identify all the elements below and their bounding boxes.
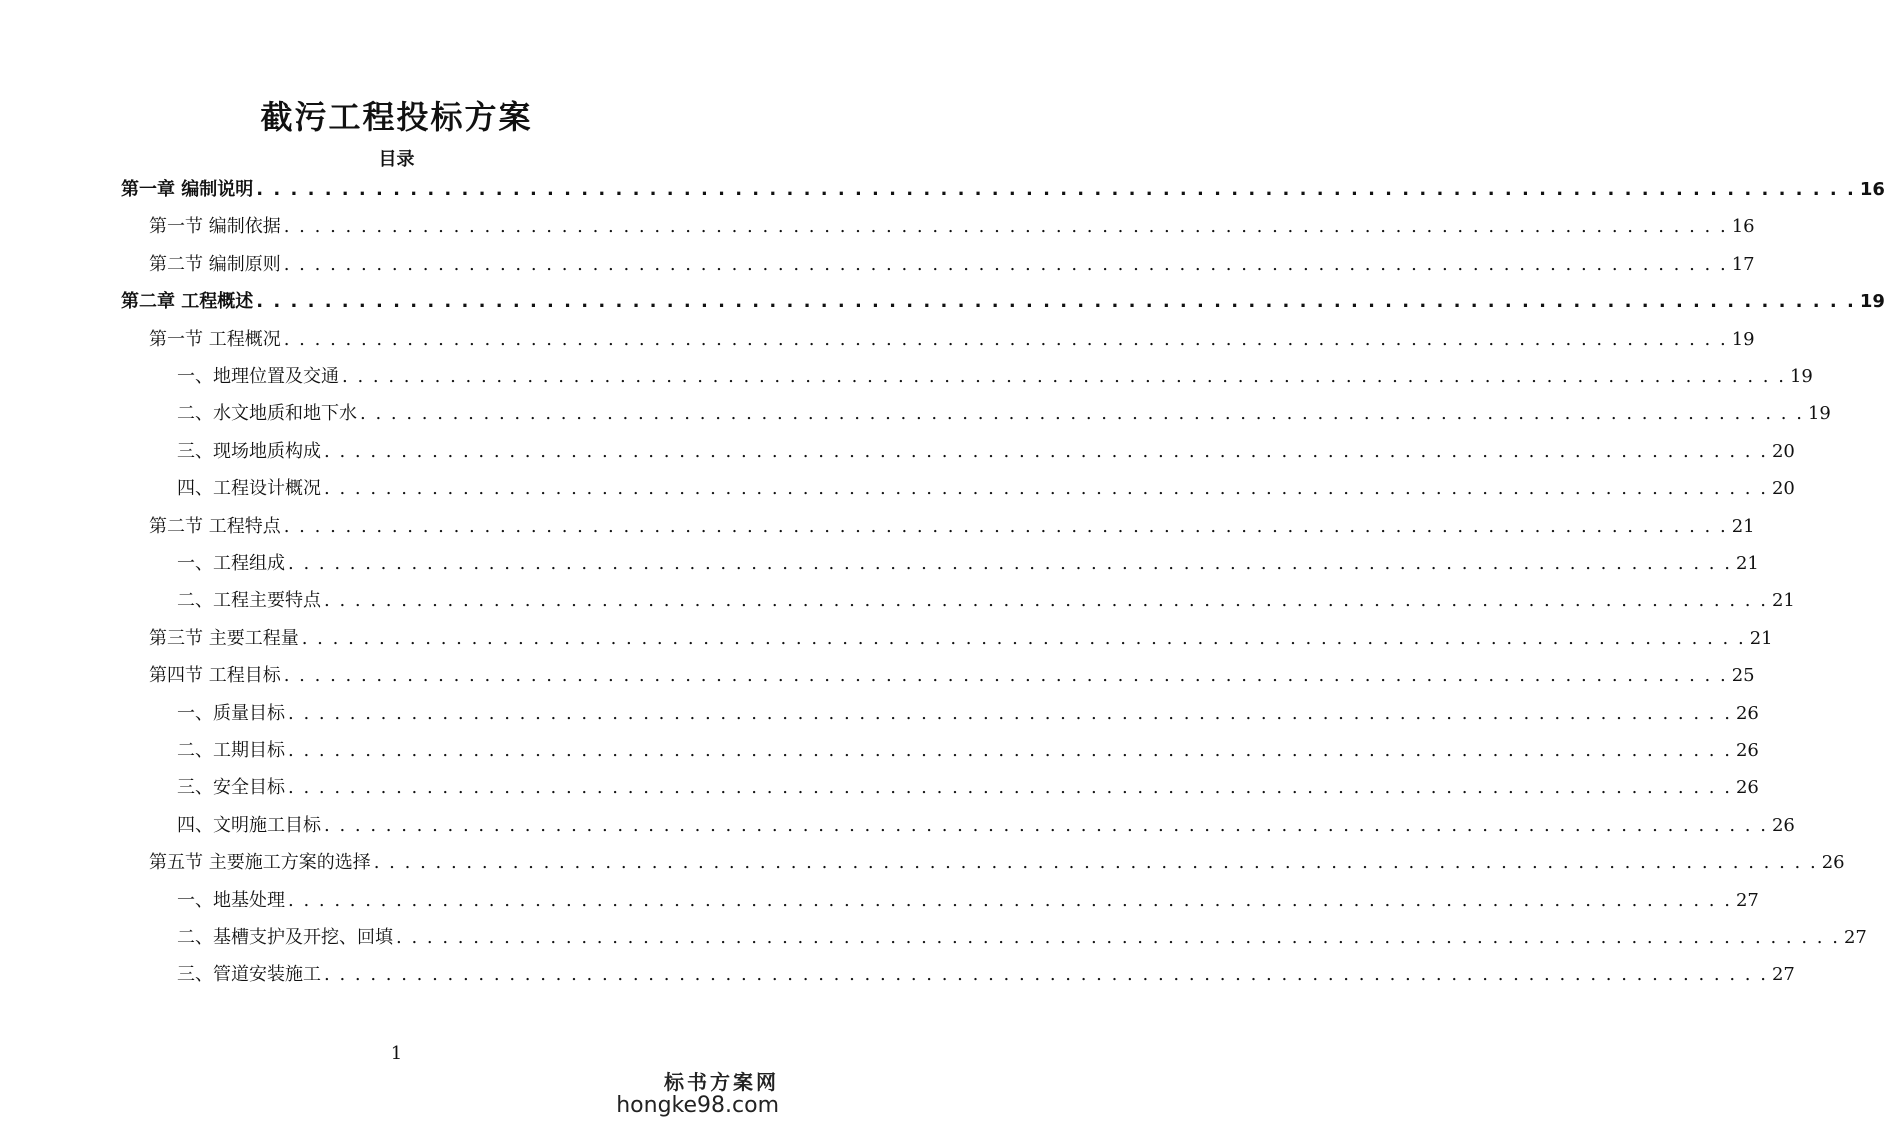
toc-entry[interactable] xyxy=(177,437,1795,467)
toc-entry-label: 第一章 编制说明 xyxy=(121,179,254,200)
toc-leader-dots: . . . . . . . . . . . . . . . . . . . . . . . . . . . . . . . . . . . . . . . . . . . . . . . . . . . . . . . . . . . . . . . . . . . . . . . . . . . . . . . . . . . . . . . . . . . . . . xyxy=(360,403,1804,425)
toc-leader-dots: . . . . . . . . . . . . . . . . . . . . . . . . . . . . . . . . . . . . . . . . . . . . . . . . . . . . . . . . . . . . . . . . . . . . . . . . . . . . . . . . . . . . . . . . . . . . . . xyxy=(256,179,1856,200)
toc-leader-dots: . . . . . . . . . . . . . . . . . . . . . . . . . . . . . . . . . . . . . . . . . . . . . . . . . . . . . . . . . . . . . . . . . . . . . . . . . . . . . . . . . . . . . . . . . . . . . . xyxy=(283,253,1728,275)
toc-entry-label: 第三节 主要工程量 xyxy=(149,627,299,649)
toc-entry-page: 26 xyxy=(1735,777,1759,799)
toc-entry-page: 26 xyxy=(1771,814,1795,836)
toc-entry-label: 第二章 工程概述 xyxy=(121,291,254,313)
toc-entry-page: 26 xyxy=(1735,740,1759,761)
toc-leader-dots: . . . . . . . . . . . . . . . . . . . . . . . . . . . . . . . . . . . . . . . . . . . . . . . . . . . . . . . . . . . . . . . . . . . . . . . . . . . . . . . . . . . . . . . . . . . . . . xyxy=(288,553,1732,574)
toc-entry-page: 27 xyxy=(1771,964,1795,986)
watermark-url: hongke98.com xyxy=(616,1093,779,1118)
toc-entry[interactable] xyxy=(177,811,1795,841)
toc-entry-label: 第一节 编制依据 xyxy=(149,216,281,238)
toc-entry[interactable] xyxy=(149,661,1755,691)
toc-entry-label: 第五节 主要施工方案的选择 xyxy=(149,852,371,874)
toc-entry[interactable] xyxy=(149,250,1755,280)
toc-heading: 目录 xyxy=(378,149,415,170)
toc-entry-page: 19 xyxy=(1789,366,1813,387)
toc-entry-label: 四、文明施工目标 xyxy=(177,814,321,836)
toc-entry-label: 一、质量目标 xyxy=(177,702,285,724)
toc-leader-dots: . . . . . . . . . . . . . . . . . . . . . . . . . . . . . . . . . . . . . . . . . . . . . . . . . . . . . . . . . . . . . . . . . . . . . . . . . . . . . . . . . . . . . . . . . . . . . . xyxy=(288,740,1732,761)
toc-leader-dots: . . . . . . . . . . . . . . . . . . . . . . . . . . . . . . . . . . . . . . . . . . . . . . . . . . . . . . . . . . . . . . . . . . . . . . . . . . . . . . . . . . . . . . . . . . . . . . xyxy=(256,291,1856,313)
toc-entry[interactable] xyxy=(177,736,1759,766)
toc-entry-label: 三、现场地质构成 xyxy=(177,440,321,462)
toc-entry-label: 二、水文地质和地下水 xyxy=(177,403,357,425)
toc-entry[interactable] xyxy=(177,474,1795,504)
toc-entry-page: 21 xyxy=(1771,590,1795,612)
toc-entry[interactable] xyxy=(177,586,1795,616)
toc-leader-dots: . . . . . . . . . . . . . . . . . . . . . . . . . . . . . . . . . . . . . . . . . . . . . . . . . . . . . . . . . . . . . . . . . . . . . . . . . . . . . . . . . . . . . . . . . . . . . . xyxy=(324,440,1768,462)
toc-leader-dots: . . . . . . . . . . . . . . . . . . . . . . . . . . . . . . . . . . . . . . . . . . . . . . . . . . . . . . . . . . . . . . . . . . . . . . . . . . . . . . . . . . . . . . . . . . . . . . xyxy=(324,590,1768,612)
toc-entry-page: 16 xyxy=(1731,216,1755,238)
toc-entry-label: 二、基槽支护及开挖、回填 xyxy=(177,927,393,948)
toc-entry-label: 二、工期目标 xyxy=(177,740,285,761)
toc-entry[interactable] xyxy=(177,886,1759,916)
toc-entry-label: 一、地理位置及交通 xyxy=(177,366,339,387)
toc-entry-label: 三、安全目标 xyxy=(177,777,285,799)
toc-leader-dots: . . . . . . . . . . . . . . . . . . . . . . . . . . . . . . . . . . . . . . . . . . . . . . . . . . . . . . . . . . . . . . . . . . . . . . . . . . . . . . . . . . . . . . . . . . . . . . xyxy=(283,216,1728,238)
toc-entry[interactable] xyxy=(149,624,1773,654)
document-title: 截污工程投标方案 xyxy=(260,98,533,136)
toc-entry[interactable] xyxy=(177,699,1759,729)
page-number: 1 xyxy=(390,1043,403,1064)
toc-leader-dots: . . . . . . . . . . . . . . . . . . . . . . . . . . . . . . . . . . . . . . . . . . . . . . . . . . . . . . . . . . . . . . . . . . . . . . . . . . . . . . . . . . . . . . . . . . . . . . xyxy=(283,515,1728,537)
toc-leader-dots: . . . . . . . . . . . . . . . . . . . . . . . . . . . . . . . . . . . . . . . . . . . . . . . . . . . . . . . . . . . . . . . . . . . . . . . . . . . . . . . . . . . . . . . . . . . . . . xyxy=(324,964,1768,986)
toc-entry[interactable] xyxy=(149,212,1755,242)
toc-entry-page: 21 xyxy=(1731,515,1755,537)
toc-entry-page: 21 xyxy=(1735,553,1759,574)
toc-entry-page: 20 xyxy=(1771,478,1795,500)
toc-entry[interactable] xyxy=(149,512,1755,542)
toc-entry[interactable] xyxy=(177,362,1813,392)
toc-leader-dots: . . . . . . . . . . . . . . . . . . . . . . . . . . . . . . . . . . . . . . . . . . . . . . . . . . . . . . . . . . . . . . . . . . . . . . . . . . . . . . . . . . . . . . . . . . . . . . xyxy=(288,702,1732,724)
toc-entry-page: 20 xyxy=(1771,440,1795,462)
toc-entry-label: 第二节 工程特点 xyxy=(149,515,281,537)
toc-entry-page: 16 xyxy=(1859,179,1885,200)
toc-entry[interactable] xyxy=(177,773,1759,803)
toc-entry-label: 第四节 工程目标 xyxy=(149,665,281,687)
toc-entry-page: 21 xyxy=(1749,627,1773,649)
toc-entry-page: 26 xyxy=(1821,852,1845,874)
watermark-name: 标书方案网 xyxy=(664,1070,779,1094)
toc-entry[interactable] xyxy=(149,848,1845,878)
toc-entry[interactable] xyxy=(121,175,1885,205)
toc-leader-dots: . . . . . . . . . . . . . . . . . . . . . . . . . . . . . . . . . . . . . . . . . . . . . . . . . . . . . . . . . . . . . . . . . . . . . . . . . . . . . . . . . . . . . . . . . . . . . . xyxy=(373,852,1818,874)
toc-entry-page: 19 xyxy=(1807,403,1831,425)
toc-entry[interactable] xyxy=(177,960,1795,990)
watermark-logo xyxy=(616,1066,779,1118)
toc-leader-dots: . . . . . . . . . . . . . . . . . . . . . . . . . . . . . . . . . . . . . . . . . . . . . . . . . . . . . . . . . . . . . . . . . . . . . . . . . . . . . . . . . . . . . . . . . . . . . . xyxy=(324,814,1768,836)
toc-entry-page: 25 xyxy=(1731,665,1755,687)
toc-entry[interactable] xyxy=(177,399,1831,429)
toc-entry-page: 17 xyxy=(1731,253,1755,275)
toc-leader-dots: . . . . . . . . . . . . . . . . . . . . . . . . . . . . . . . . . . . . . . . . . . . . . . . . . . . . . . . . . . . . . . . . . . . . . . . . . . . . . . . . . . . . . . . . . . . . . . xyxy=(283,328,1728,350)
toc-leader-dots: . . . . . . . . . . . . . . . . . . . . . . . . . . . . . . . . . . . . . . . . . . . . . . . . . . . . . . . . . . . . . . . . . . . . . . . . . . . . . . . . . . . . . . . . . . . . . . xyxy=(342,366,1786,387)
toc-entry-label: 一、地基处理 xyxy=(177,889,285,911)
toc-entry-page: 19 xyxy=(1859,291,1885,313)
toc-entry-page: 27 xyxy=(1735,889,1759,911)
toc-entry[interactable] xyxy=(121,287,1885,317)
toc-leader-dots: . . . . . . . . . . . . . . . . . . . . . . . . . . . . . . . . . . . . . . . . . . . . . . . . . . . . . . . . . . . . . . . . . . . . . . . . . . . . . . . . . . . . . . . . . . . . . . xyxy=(288,889,1732,911)
toc-entry-page: 19 xyxy=(1731,328,1755,350)
toc-leader-dots: . . . . . . . . . . . . . . . . . . . . . . . . . . . . . . . . . . . . . . . . . . . . . . . . . . . . . . . . . . . . . . . . . . . . . . . . . . . . . . . . . . . . . . . . . . . . . . xyxy=(396,927,1840,948)
toc-entry-label: 第二节 编制原则 xyxy=(149,253,281,275)
toc-entry-label: 一、工程组成 xyxy=(177,553,285,574)
toc-entry[interactable] xyxy=(149,325,1755,355)
toc-leader-dots: . . . . . . . . . . . . . . . . . . . . . . . . . . . . . . . . . . . . . . . . . . . . . . . . . . . . . . . . . . . . . . . . . . . . . . . . . . . . . . . . . . . . . . . . . . . . . . xyxy=(301,627,1746,649)
toc-entry[interactable] xyxy=(177,923,1867,953)
toc-leader-dots: . . . . . . . . . . . . . . . . . . . . . . . . . . . . . . . . . . . . . . . . . . . . . . . . . . . . . . . . . . . . . . . . . . . . . . . . . . . . . . . . . . . . . . . . . . . . . . xyxy=(324,478,1768,500)
toc-entry-label: 第一节 工程概况 xyxy=(149,328,281,350)
toc-entry-label: 三、管道安装施工 xyxy=(177,964,321,986)
toc-leader-dots: . . . . . . . . . . . . . . . . . . . . . . . . . . . . . . . . . . . . . . . . . . . . . . . . . . . . . . . . . . . . . . . . . . . . . . . . . . . . . . . . . . . . . . . . . . . . . . xyxy=(283,665,1728,687)
toc-entry-label: 四、工程设计概况 xyxy=(177,478,321,500)
toc-entry[interactable] xyxy=(177,549,1759,579)
toc-entry-page: 26 xyxy=(1735,702,1759,724)
toc-entry-label: 二、工程主要特点 xyxy=(177,590,321,612)
toc-entry-page: 27 xyxy=(1843,927,1867,948)
toc-leader-dots: . . . . . . . . . . . . . . . . . . . . . . . . . . . . . . . . . . . . . . . . . . . . . . . . . . . . . . . . . . . . . . . . . . . . . . . . . . . . . . . . . . . . . . . . . . . . . . xyxy=(288,777,1732,799)
